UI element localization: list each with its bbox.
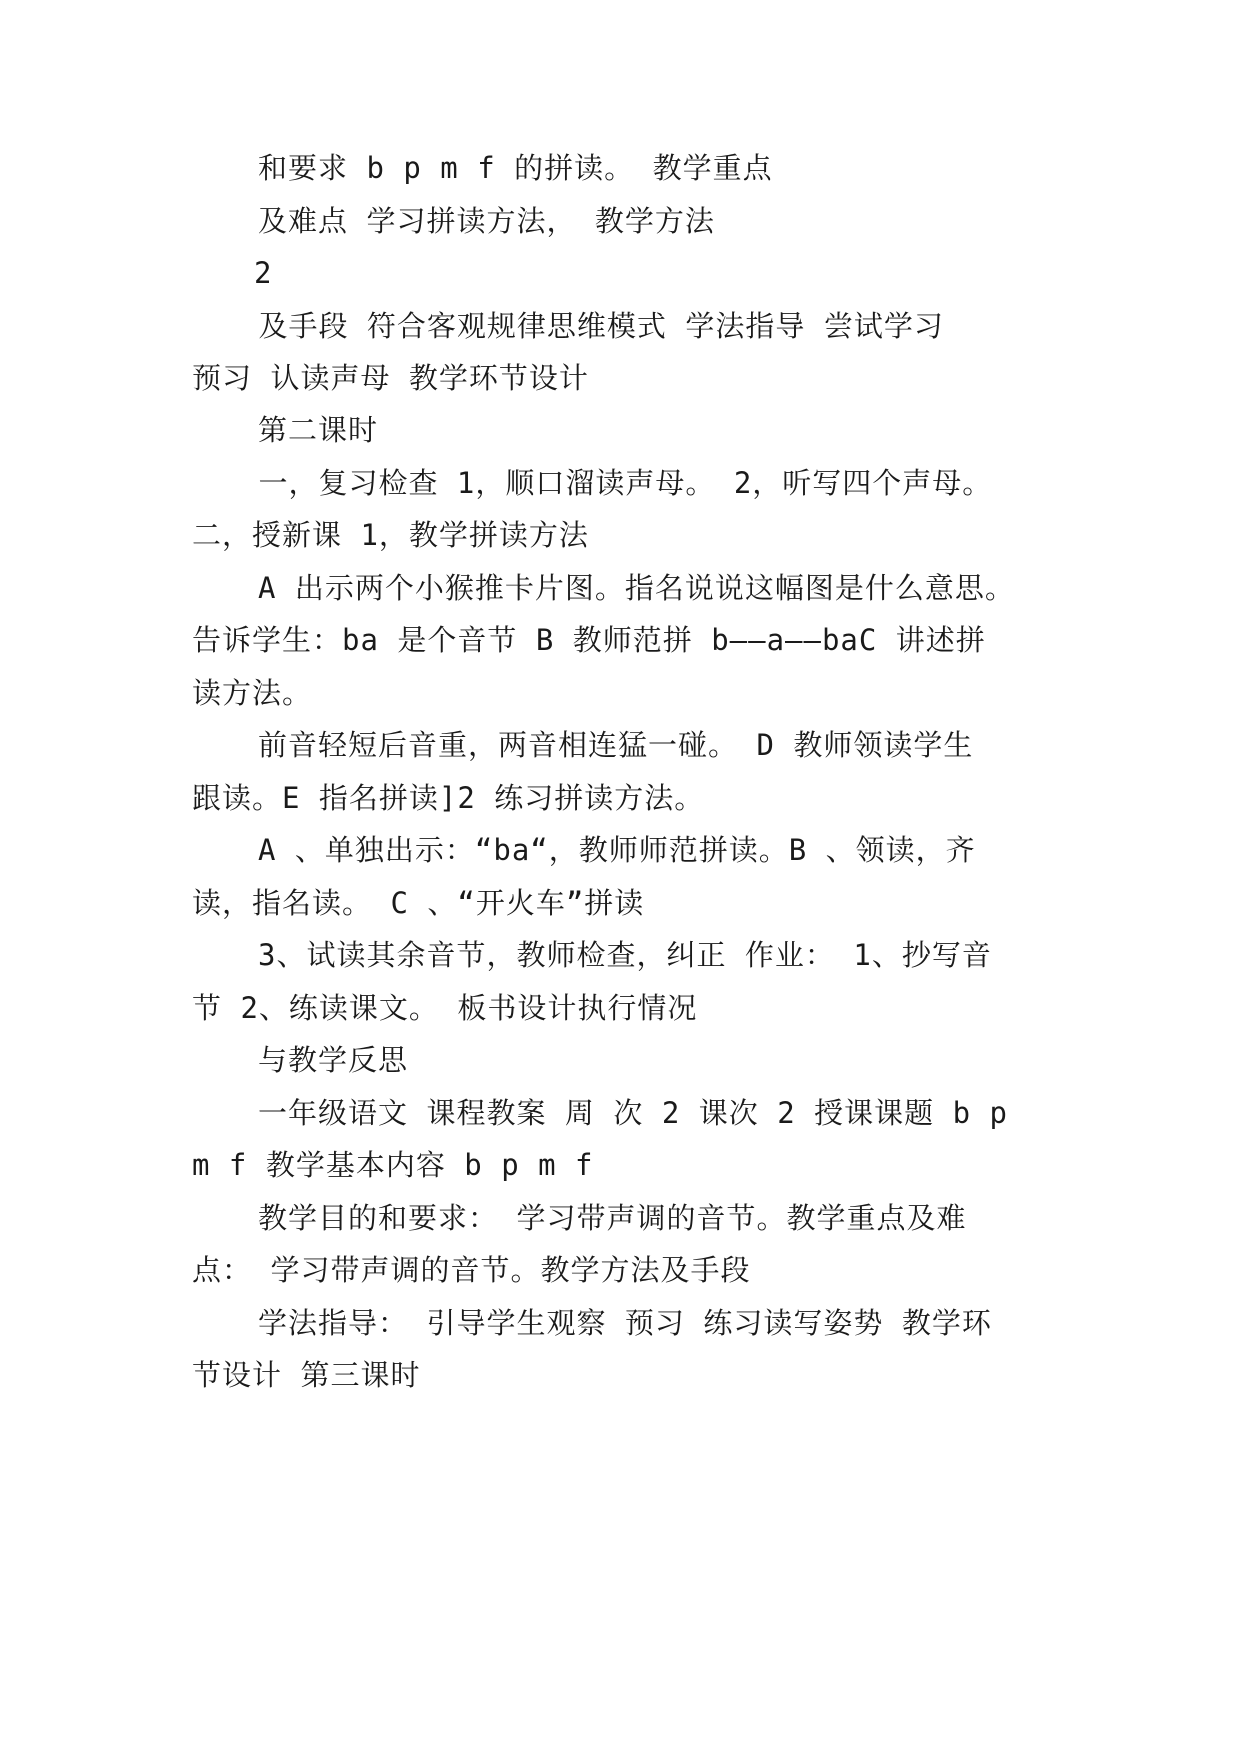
text-line: 一年级语文 课程教案 周 次 2 课次 2 授课课题 b p	[258, 1096, 1008, 1130]
text-line: 跟读。E 指名拼读]2 练习拼读方法。	[192, 781, 705, 815]
text-line: 第二课时	[258, 413, 379, 447]
text-line: 告诉学生：ba 是个音节 B 教师范拼 b——a——baC 讲述拼	[192, 623, 986, 657]
text-line: 节设计 第三课时	[192, 1358, 421, 1392]
text-line: 教学目的和要求： 学习带声调的音节。教学重点及难	[258, 1201, 967, 1235]
text-line: 节 2、练读课文。 板书设计执行情况	[192, 991, 698, 1025]
text-line: 及难点 学习拼读方法， 教学方法	[258, 204, 715, 238]
text-line: 学法指导： 引导学生观察 预习 练习读写姿势 教学环	[258, 1306, 992, 1340]
text-line: 预习 认读声母 教学环节设计	[192, 361, 589, 395]
text-line: 3、试读其余音节，教师检查，纠正 作业： 1、抄写音	[258, 938, 992, 972]
text-line: A 出示两个小猴推卡片图。指名说说这幅图是什么意思。	[258, 571, 1015, 605]
text-line: 2	[254, 256, 273, 290]
text-line: m f 教学基本内容 b p m f	[192, 1148, 594, 1182]
text-line: 一，复习检查 1，顺口溜读声母。 2，听写四个声母。	[240, 466, 993, 500]
text-line: 点： 学习带声调的音节。教学方法及手段	[192, 1253, 751, 1287]
text-line: 前音轻短后音重，两音相连猛一碰。 D 教师领读学生	[258, 728, 974, 762]
text-line: A 、单独出示：“ba“，教师师范拼读。B 、领读，齐	[258, 833, 976, 867]
text-line: 及手段 符合客观规律思维模式 学法指导 尝试学习	[240, 309, 944, 343]
text-line: 读，指名读。 C 、“开火车”拼读	[192, 886, 645, 920]
text-line: 与教学反思	[258, 1043, 409, 1077]
text-line: 读方法。	[192, 676, 313, 710]
text-line: 二，授新课 1，教学拼读方法	[192, 518, 589, 552]
text-line: 和要求 b p m f 的拼读。 教学重点	[258, 151, 773, 185]
